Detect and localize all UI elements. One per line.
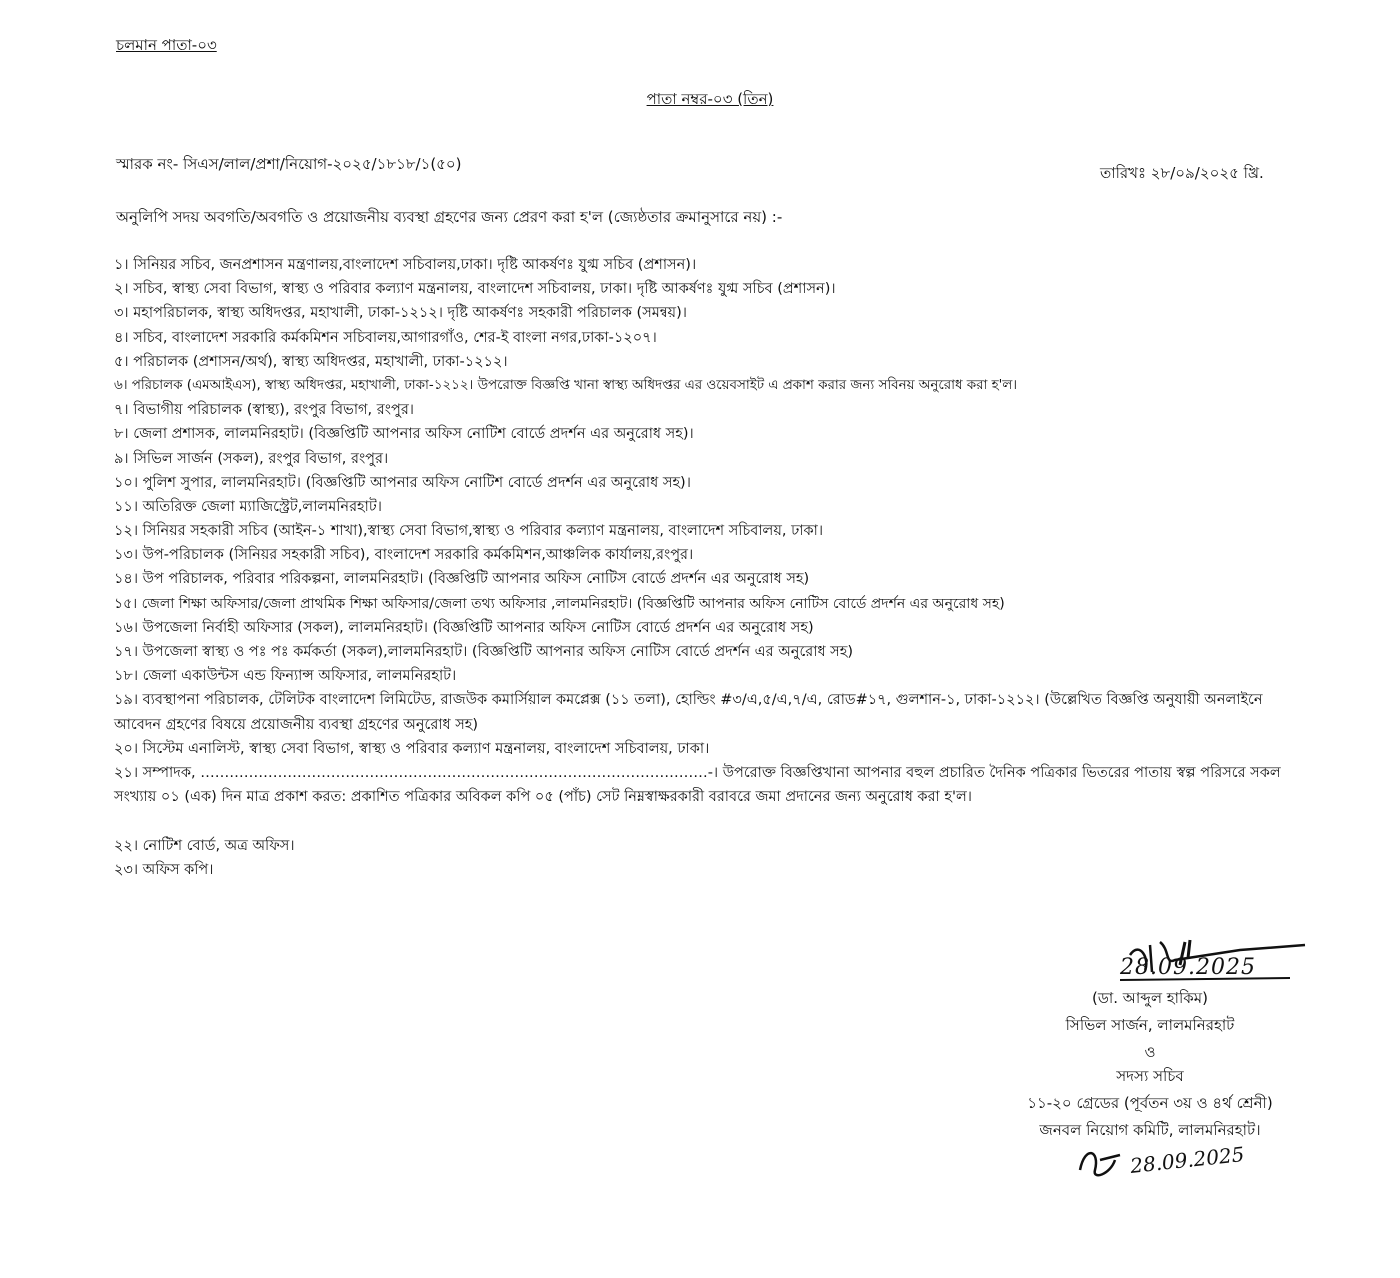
list-item: ৮। জেলা প্রশাসক, লালমনিরহাট। (বিজ্ঞপ্তিটি আপনার অফিস নোটিশ বোর্ডে প্রদর্শন এর অনুরোধ সহ)। — [114, 426, 694, 443]
signer-name: (ডা. আব্দুল হাকিম) — [1092, 989, 1208, 1007]
list-item: ২২। নোটিশ বোর্ড, অত্র অফিস। — [114, 837, 295, 854]
recipient-list — [114, 253, 1314, 882]
list-item: ১০। পুলিশ সুপার, লালমনিরহাট। (বিজ্ঞপ্তিটি আপনার অফিস নোটিশ বোর্ডে প্রদর্শন এর অনুরোধ সহ)। — [114, 474, 691, 491]
signature-block-role — [960, 1063, 1340, 1144]
cc-intro: অনুলিপি সদয় অবগতি/অবগতি ও প্রয়োজনীয় ব্যবস্থা গ্রহণের জন্য প্রেরণ করা হ'ল (জ্যেষ্ঠতার ক্রমানুসারে নয়) :- — [116, 208, 783, 226]
list-item: ৬। পরিচালক (এমআইএস), স্বাস্থ্য অধিদপ্তর, মহাখালী, ঢাকা-১২১২। উপরোক্ত বিজ্ঞপ্তি খানা স্বাস্থ্য অধিদপ্তর এর ওয়েবসাইট এ প্রকাশ করার জন্য সবিনয় অনুরোধ করা হ'ল। — [114, 377, 1018, 393]
list-item: ১৬। উপজেলা নির্বাহী অফিসার (সকল), লালমনিরহাট। (বিজ্ঞপ্তিটি আপনার অফিস নোটিস বোর্ডে প্রদর্শন এর অনুরোধ সহ) — [114, 619, 814, 636]
list-item: ১৩। উপ-পরিচালক (সিনিয়র সহকারী সচিব), বাংলাদেশ সরকারি কর্মকমিশন,আঞ্চলিক কার্যালয়,রংপুর। — [114, 547, 694, 564]
page-number — [0, 88, 1400, 113]
list-item: ১২। সিনিয়র সহকারী সচিব (আইন-১ শাখা),স্বাস্থ্য সেবা বিভাগ,স্বাস্থ্য ও পরিবার কল্যাণ মন্ত্রনালয়, বাংলাদেশ সচিবালয়, ঢাকা। — [114, 523, 824, 540]
second-signature-date: 28.09.2025 — [1129, 1142, 1246, 1178]
memo-number: স্মারক নং- সিএস/লাল/প্রশা/নিয়োগ-২০২৫/১৮১৮/১(৫০) — [116, 155, 462, 173]
running-page-label: চলমান পাতা-০৩ — [116, 36, 217, 54]
list-item: ৪। সচিব, বাংলাদেশ সরকারি কর্মকমিশন সচিবালয়,আগারগাঁও, শের-ই বাংলা নগর,ঢাকা-১২০৭। — [114, 329, 657, 346]
list-item: ১৭। উপজেলা স্বাস্থ্য ও পঃ পঃ কর্মকর্তা (সকল),লালমনিরহাট। (বিজ্ঞপ্তিটি আপনার অফিস নোটিস বোর্ডে প্রদর্শন এর অনুরোধ সহ) — [114, 644, 854, 660]
signer-grade: ১১-২০ গ্রেডের (পূর্বতন ৩য় ও ৪র্থ শ্রেনী) — [1027, 1094, 1273, 1112]
memo-date: তারিখঃ ২৮/০৯/২০২৫ খ্রি. — [1100, 164, 1264, 182]
list-item: ১১। অতিরিক্ত জেলা ম্যাজিস্ট্রেট,লালমনিরহাট। — [114, 498, 382, 515]
list-item: ৫। পরিচালক (প্রশাসন/অর্থ), স্বাস্থ্য অধিদপ্তর, মহাখালী, ঢাকা-১২১২। — [114, 353, 508, 370]
page-number-text: পাতা নম্বর-০৩ (তিন) — [646, 90, 774, 108]
list-item: ৯। সিভিল সার্জন (সকল), রংপুর বিভাগ, রংপুর। — [114, 450, 389, 467]
list-item: ১৫। জেলা শিক্ষা অফিসার/জেলা প্রাথমিক শিক্ষা অফিসার/জেলা তথ্য অফিসার ,লালমনিরহাট। (বিজ্ঞপ্তিটি আপনার অফিস নোটিস বোর্ডে প্রদর্শন এর অনুরোধ সহ) — [114, 595, 1005, 612]
list-item: ২। সচিব, স্বাস্থ্য সেবা বিভাগ, স্বাস্থ্য ও পরিবার কল্যাণ মন্ত্রনালয়, বাংলাদেশ সচিবালয়, ঢাকা। দৃষ্টি আকর্ষণঃ যুগ্ম সচিব (প্রশাসন)। — [114, 281, 836, 298]
list-item: ৩। মহাপরিচালক, স্বাস্থ্য অধিদপ্তর, মহাখালী, ঢাকা-১২১২। দৃষ্টি আকর্ষণঃ সহকারী পরিচালক (সমন্বয়)। — [114, 305, 687, 322]
list-item: ১৮। জেলা একাউন্টস এন্ড ফিন্যান্স অফিসার, লালমনিরহাট। — [114, 668, 457, 685]
list-item: ১৯। ব্যবস্থাপনা পরিচালক, টেলিটক বাংলাদেশ লিমিটেড, রাজউক কমার্সিয়াল কমপ্লেক্স (১১ তলা), হোল্ডিং #৩/এ,৫/এ,৭/এ, রোড#১৭, গুলশান-১, ঢাকা-১২১২। (উল্লেখিত বিজ্ঞপ্তি অনুযায়ী অনলাইনে আবেদন গ্রহণের বিষয়ে প্রয়োজনীয় ব্যবস্থা গ্রহণের অনুরোধ সহ) — [114, 692, 1263, 733]
list-item: ২০। সিস্টেম এনালিস্ট, স্বাস্থ্য সেবা বিভাগ, স্বাস্থ্য ও পরিবার কল্যাণ মন্ত্রনালয়, বাংলাদেশ সচিবালয়, ঢাকা। — [114, 740, 710, 757]
list-item: ২৩। অফিস কপি। — [114, 861, 214, 878]
signature-block — [1000, 985, 1300, 1066]
signature-date: 28.09.2025 — [1120, 955, 1256, 980]
list-item: ৭। বিভাগীয় পরিচালক (স্বাস্থ্য), রংপুর বিভাগ, রংপুর। — [114, 402, 414, 419]
list-item: ১। সিনিয়র সচিব, জনপ্রশাসন মন্ত্রণালয়,বাংলাদেশ সচিবালয়,ঢাকা। দৃষ্টি আকর্ষণঃ যুগ্ম সচিব (প্রশাসন)। — [114, 257, 697, 273]
signer-committee: জনবল নিয়োগ কমিটি, লালমনিরহাট। — [1039, 1121, 1261, 1139]
list-item: ২১। সম্পাদক, ……………………………………………………………………………………………-। উপরোক্ত বিজ্ঞপ্তিখানা আপনার বহুল প্রচারিত দৈনিক পত্রিকার ভিতরের পাতায় স্বল্প পরিসরে সকল সংখ্যায় ০১ (এক) দিন মাত্র প্রকাশ করত: প্রকাশিত পত্রিকার অবিকল কপি ০৫ (পাঁচ) সেট নিম্নস্বাক্ষরকারী বরাবরে জমা প্রদানের জন্য অনুরোধ করা হ'ল। — [114, 764, 1281, 806]
signer-role: সদস্য সচিব — [1116, 1067, 1184, 1085]
list-item: ১৪। উপ পরিচালক, পরিবার পরিকল্পনা, লালমনিরহাট। (বিজ্ঞপ্তিটি আপনার অফিস নোটিস বোর্ডে প্রদর্শন এর অনুরোধ সহ) — [114, 571, 810, 588]
second-signature-scribble — [1070, 1140, 1130, 1190]
signer-designation: সিভিল সার্জন, লালমনিরহাট — [1065, 1016, 1235, 1034]
signer-and: ও — [1144, 1043, 1156, 1061]
